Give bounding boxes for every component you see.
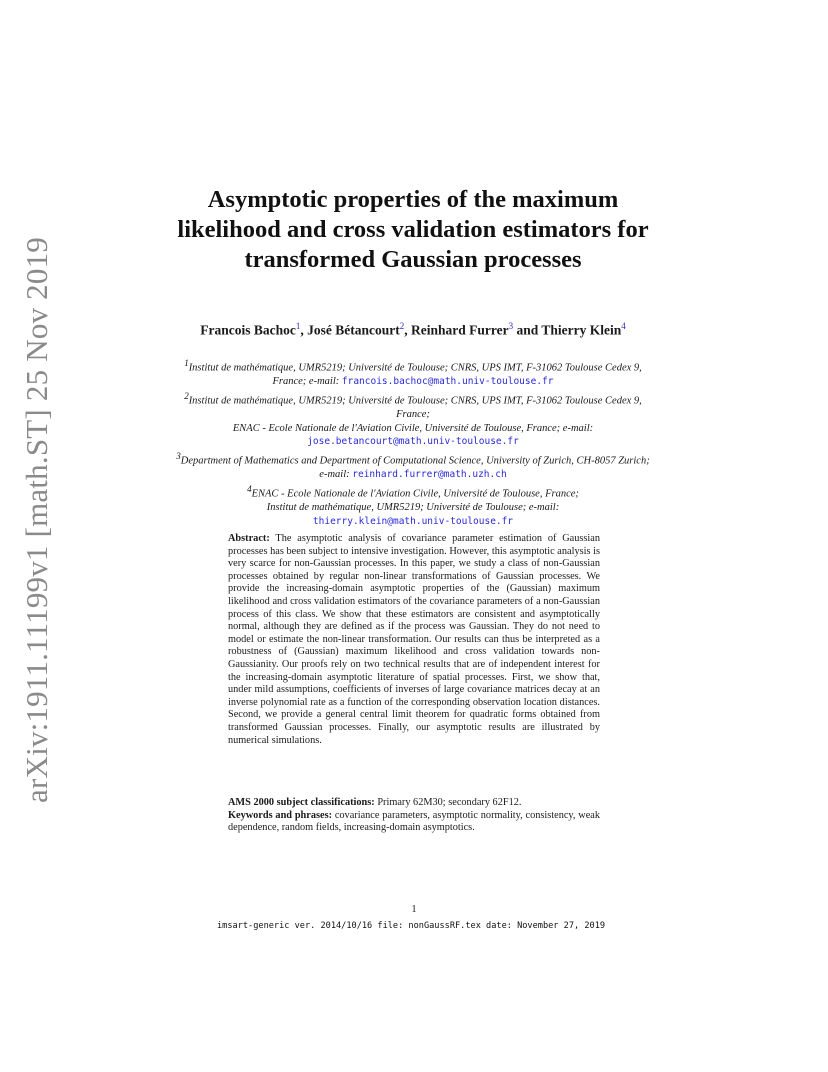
affiliation-2 (175, 390, 651, 449)
affiliation-mark: 3 (176, 451, 181, 461)
abstract-text: The asymptotic analysis of covariance parameter estimation of Gaussian processes has been subject to intensive investigation. However, this asymptotic analysis is very scarce for non-Gaussian processes. In this paper, we study a class of non-Gaussian processes obtained by regular non-linear transformations of Gaussian processes. We provide the increasing-domain asymptotic properties of the (Gaussian) maximum likelihood and cross validation estimators of the covariance parameters of a non-Gaussian process of this class. We show that these estimators are consistent and asymptotically normal, although they are defined as if the process was Gaussian. They do not need to model or estimate the non-linear transformation. Our results can thus be interpreted as a robustness of (Gaussian) maximum likelihood and cross validation towards non-Gaussianity. Our proofs rely on two technical results that are of independent interest for the increasing-domain asymptotic literature of spatial processes. First, we show that, under mild assumptions, coefficients of inverses of large covariance matrices decay at an inverse polynomial rate as a function of the corresponding observation location distances. Second, we provide a general central limit theorem for quadratic forms obtained from transformed Gaussian processes. Finally, our asymptotic results are illustrated by numerical simulations. (228, 533, 600, 746)
affiliation-mark: 2 (184, 391, 189, 401)
email-link[interactable]: reinhard.furrer@math.uzh.ch (352, 469, 507, 480)
author-affil-mark[interactable]: 3 (508, 321, 514, 331)
email-link[interactable]: jose.betancourt@math.univ-toulouse.fr (307, 436, 519, 447)
affiliation-mark: 4 (247, 484, 252, 494)
affiliation-text: Institut de mathématique, UMR5219; Université de Toulouse; CNRS, UPS IMT, F-31062 Toulouse Cedex 9, France; e-mail: (188, 362, 642, 387)
paper-title: Asymptotic properties of the maximum likelihood and cross validation estimators for transformed Gaussian processes (177, 186, 649, 273)
keywords-label: Keywords and phrases: (228, 809, 333, 821)
keywords (228, 810, 600, 835)
classification-block (228, 797, 600, 835)
affiliation-mark: 1 (184, 358, 189, 368)
affiliation-text: Institut de mathématique, UMR5219; Université de Toulouse; CNRS, UPS IMT, F-31062 Toulouse Cedex 9, France; (188, 395, 642, 420)
ams-label: AMS 2000 subject classifications: (228, 797, 375, 808)
ams-text: Primary 62M30; secondary 62F12. (377, 797, 522, 808)
page-number: 1 (411, 904, 417, 915)
author-affil-mark[interactable]: 2 (399, 321, 405, 331)
ams-classification (228, 797, 600, 810)
abstract (228, 533, 600, 747)
affiliation-text: ENAC - Ecole Nationale de l'Aviation Civile, Université de Toulouse, France; e-mail: (232, 422, 594, 434)
footer-line: imsart-generic ver. 2014/10/16 file: nonGaussRF.tex date: November 27, 2019 (217, 921, 606, 931)
affiliation-text: ENAC - Ecole Nationale de l'Aviation Civile, Université de Toulouse, France; (251, 488, 579, 500)
affiliation-4 (175, 483, 651, 528)
affiliation-3 (175, 450, 651, 482)
email-link[interactable]: francois.bachoc@math.univ-toulouse.fr (341, 376, 554, 387)
author-list: Francois Bachoc$^1$, José Bétancourt$^2$, Reinhard Furrer$^3$ and Thierry Klein$^4$ (200, 321, 626, 338)
affiliation-1 (175, 357, 651, 389)
author-name: Reinhard Furrer (410, 322, 509, 338)
author-name: Thierry Klein (541, 322, 622, 338)
keywords-text: covariance parameters, asymptotic normality, consistency, weak dependence, random fields, increasing-domain asymptotics. (228, 809, 600, 834)
affiliation-text: Department of Mathematics and Department of Computational Science, University of Zurich, CH-8057 Zurich; e-mail: (180, 455, 650, 480)
author-name: Francois Bachoc (200, 322, 296, 338)
author-name: José Bétancourt (307, 322, 400, 338)
arxiv-stamp: arXiv:1911.11199v1 [math.ST] 25 Nov 2019 (19, 237, 54, 803)
affiliation-text: Institut de mathématique, UMR5219; Université de Toulouse; e-mail: (266, 502, 560, 513)
email-link[interactable]: thierry.klein@math.univ-toulouse.fr (312, 515, 514, 527)
abstract-label: Abstract: (228, 533, 270, 544)
author-conjunction: and (516, 322, 539, 338)
author-affil-mark[interactable]: 1 (295, 321, 301, 331)
author-affil-mark[interactable]: 4 (621, 321, 626, 331)
